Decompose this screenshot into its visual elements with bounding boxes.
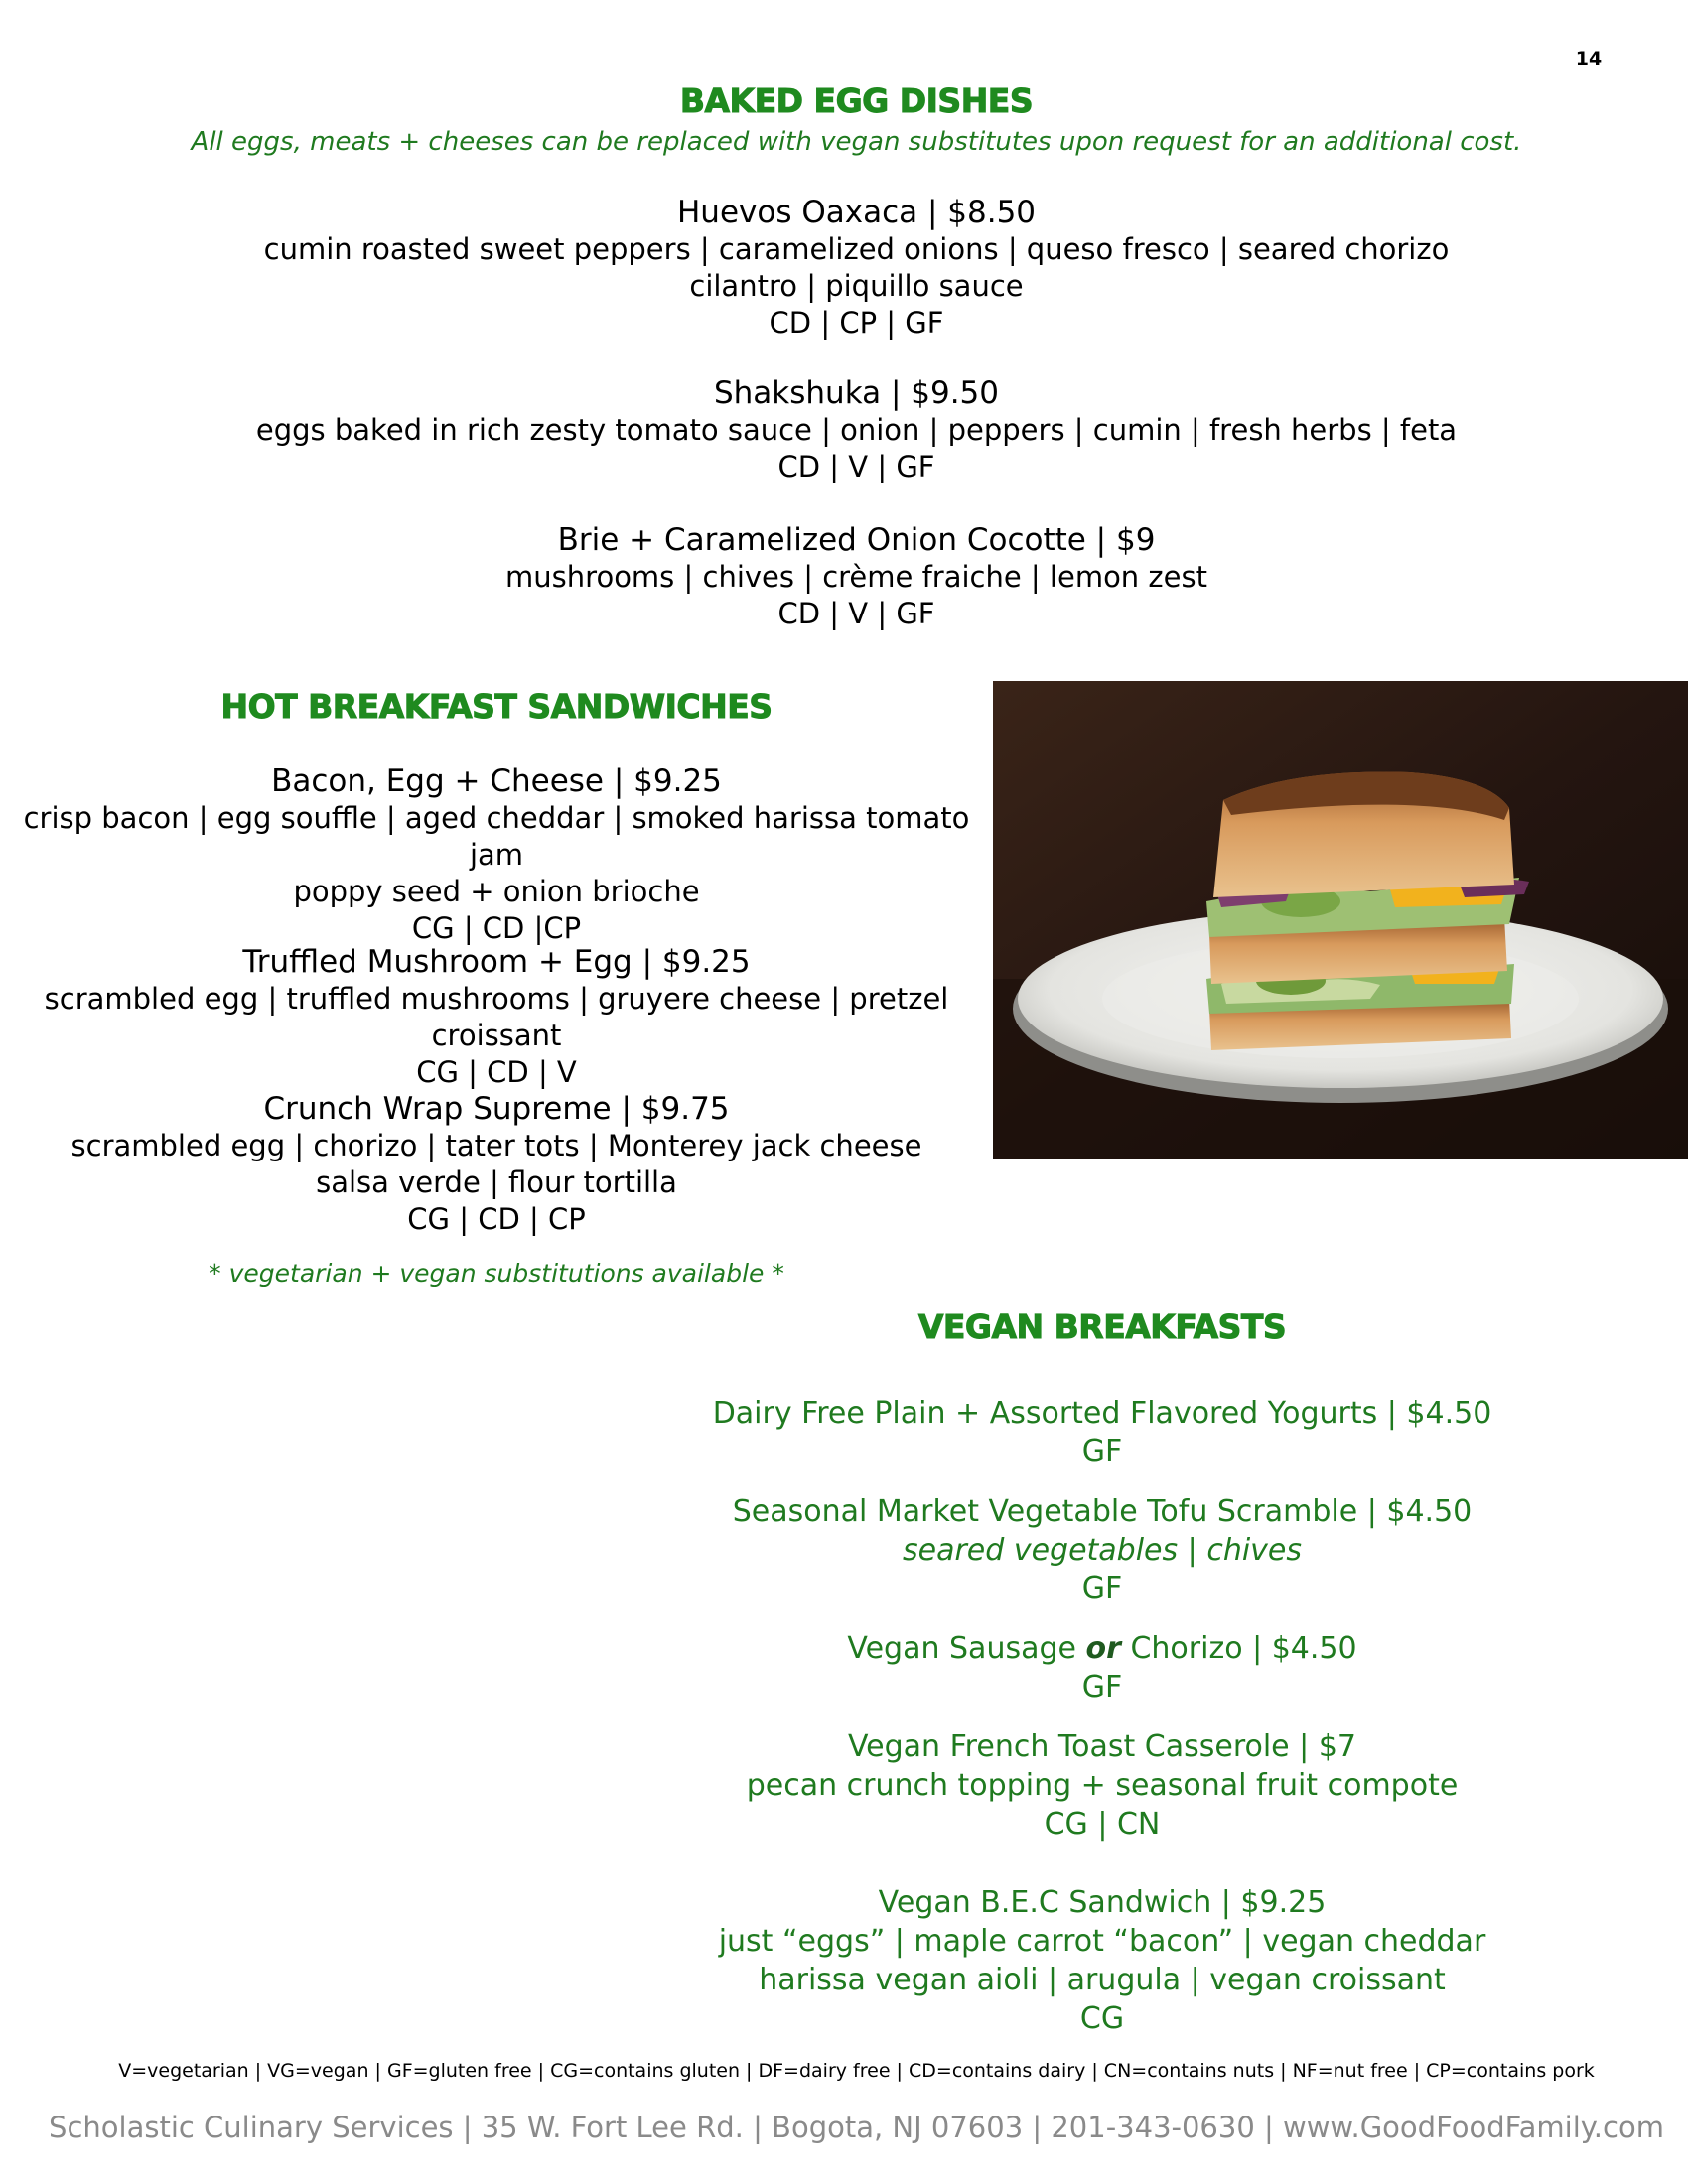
- item-name: Crunch Wrap Supreme | $9.75: [263, 1091, 730, 1127]
- item-name: Huevos Oaxaca | $8.50: [676, 195, 1037, 230]
- item-description: cilantro | piquillo sauce: [689, 269, 1024, 303]
- item-tags: CD | V | GF: [777, 450, 935, 483]
- item-name-or: or: [1085, 1631, 1121, 1666]
- item-description: cumin roasted sweet peppers | caramelized onions | queso fresco | seared chorizo: [263, 232, 1450, 266]
- item-name-part: Vegan Sausage: [847, 1631, 1086, 1666]
- item-tags: CD | CP | GF: [769, 306, 944, 340]
- substitutions-note: * vegetarian + vegan substitutions available *: [209, 1259, 784, 1288]
- sandwich-photo: [993, 681, 1688, 1159]
- footer-contact: Scholastic Culinary Services | 35 W. Fort Lee Rd. | Bogota, NJ 07603 | 201-343-0630 | www.GoodFoodFamily.com: [49, 2111, 1664, 2144]
- item-description: mushrooms | chives | crème fraiche | lemon zest: [505, 560, 1207, 594]
- item-tags: CD | V | GF: [777, 597, 935, 630]
- item-name-part: Chorizo | $4.50: [1120, 1631, 1357, 1666]
- item-tags: GF: [1081, 1434, 1123, 1469]
- item-tags: CG | CD | V: [416, 1055, 577, 1089]
- item-description: harissa vegan aioli | arugula | vegan croissant: [759, 1963, 1446, 1997]
- hot-breakfast-sandwiches-title: HOT BREAKFAST SANDWICHES: [220, 687, 773, 726]
- item-name: Vegan French Toast Casserole | $7: [847, 1729, 1356, 1764]
- item-description: seared vegetables | chives: [902, 1533, 1303, 1568]
- vegan-breakfasts-title: VEGAN BREAKFASTS: [917, 1307, 1287, 1346]
- item-name: [655, 1629, 1549, 1668]
- menu-item-tofu-scramble: [655, 1492, 1549, 1608]
- item-tags: CG | CN: [1044, 1807, 1161, 1842]
- item-description: eggs baked in rich zesty tomato sauce | onion | peppers | cumin | fresh herbs | feta: [255, 413, 1458, 447]
- baked-subtitle: All eggs, meats + cheeses can be replaced with vegan substitutes upon request for an additional cost.: [191, 127, 1522, 157]
- item-name: Vegan B.E.C Sandwich | $9.25: [878, 1885, 1327, 1920]
- menu-item-vegan-yogurts: [655, 1394, 1549, 1471]
- item-name: Bacon, Egg + Cheese | $9.25: [271, 763, 722, 799]
- baked-egg-dishes-title: BAKED EGG DISHES: [679, 81, 1034, 120]
- menu-item-huevos-oaxaca: [0, 195, 1688, 341]
- item-name: Truffled Mushroom + Egg | $9.25: [242, 944, 751, 980]
- menu-item-bacon-egg-cheese: [0, 763, 993, 947]
- item-description: scrambled egg | chorizo | tater tots | Monterey jack cheese: [70, 1129, 922, 1162]
- item-tags: CG | CD |CP: [411, 911, 582, 945]
- item-name: Shakshuka | $9.50: [713, 375, 1000, 411]
- menu-item-brie-cocotte: [0, 522, 1688, 632]
- item-name: Dairy Free Plain + Assorted Flavored Yogurts | $4.50: [712, 1396, 1492, 1431]
- menu-item-shakshuka: [0, 375, 1688, 485]
- item-description: salsa verde | flour tortilla: [316, 1165, 677, 1199]
- item-tags: CG: [1079, 2001, 1125, 2036]
- item-name: Seasonal Market Vegetable Tofu Scramble | $4.50: [732, 1494, 1473, 1529]
- page-number: 14: [1575, 48, 1603, 69]
- menu-item-vegan-bec: [655, 1883, 1549, 2038]
- item-name: Brie + Caramelized Onion Cocotte | $9: [557, 522, 1156, 558]
- item-description: just “eggs” | maple carrot “bacon” | vegan cheddar: [718, 1924, 1486, 1959]
- item-tags: GF: [1081, 1670, 1123, 1705]
- menu-item-vegan-sausage: [655, 1629, 1549, 1706]
- item-description: poppy seed + onion brioche: [293, 875, 700, 908]
- menu-item-truffled-mushroom: [0, 944, 993, 1091]
- item-tags: GF: [1081, 1571, 1123, 1606]
- item-tags: CG | CD | CP: [407, 1202, 586, 1236]
- item-description: pecan crunch topping + seasonal fruit compote: [746, 1768, 1459, 1803]
- item-description: scrambled egg | truffled mushrooms | gruyere cheese | pretzel croissant: [44, 982, 949, 1052]
- menu-item-french-toast-casserole: [655, 1727, 1549, 1843]
- menu-item-crunch-wrap: [0, 1091, 993, 1238]
- dietary-legend: V=vegetarian | VG=vegan | GF=gluten free | CG=contains gluten | DF=dairy free | CD=contains dairy | CN=contains nuts | NF=nut free | CP=contains pork: [118, 2060, 1595, 2082]
- item-description: crisp bacon | egg souffle | aged cheddar | smoked harissa tomato jam: [23, 801, 970, 872]
